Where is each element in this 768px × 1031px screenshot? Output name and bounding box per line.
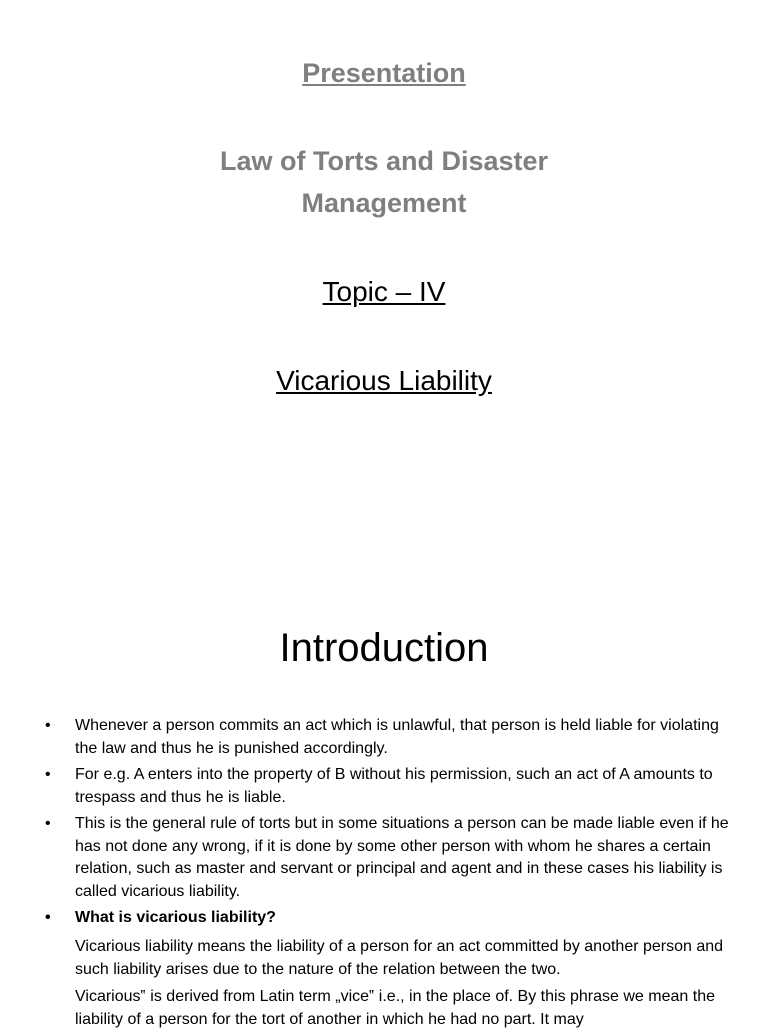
list-item [45, 715, 735, 760]
course-title [0, 140, 768, 224]
bullet-icon: • [45, 815, 51, 832]
list-item [45, 813, 735, 903]
presentation-heading: Presentation [302, 58, 466, 88]
list-item [45, 907, 735, 930]
course-title-line-1: Law of Torts and Disaster [219, 146, 549, 176]
bullet-text: Whenever a person commits an act which is unlawful, that person is held liable for violating the law and thus he is punished accordingly. [75, 717, 719, 757]
bullet-text: What is vicarious liability? [75, 909, 276, 926]
introduction-title: Introduction [279, 626, 489, 670]
list-item [45, 764, 735, 809]
bullet-text: This is the general rule of torts but in some situations a person can be made liable even if he has not done any wrong, if it is done by some other person with whom he shares a certain relation, such as master and servant or principal and agent and in these cases his liability is called vicarious liability. [75, 815, 729, 900]
course-title-line-2: Management [301, 188, 467, 218]
bullet-icon: • [45, 766, 51, 783]
definition-paragraph: Vicarious liability means the liability of a person for an act committed by another person and such liability arises due to the nature of the relation between the two. [75, 938, 724, 978]
bullet-icon: • [45, 909, 51, 926]
topic-subject: Vicarious Liability [276, 365, 492, 396]
bullet-text: For e.g. A enters into the property of B without his permission, such an act of A amounts to trespass and thus he is liable. [75, 766, 713, 806]
topic-label: Topic – IV [322, 276, 446, 307]
bullet-icon: • [45, 717, 51, 734]
etymology-paragraph: Vicarious‟ is derived from Latin term „vice‟ i.e., in the place of. By this phrase we mean the liability of a person for the tort of another in which he had no part. It may [75, 988, 715, 1028]
introduction-bullet-list [45, 715, 735, 934]
